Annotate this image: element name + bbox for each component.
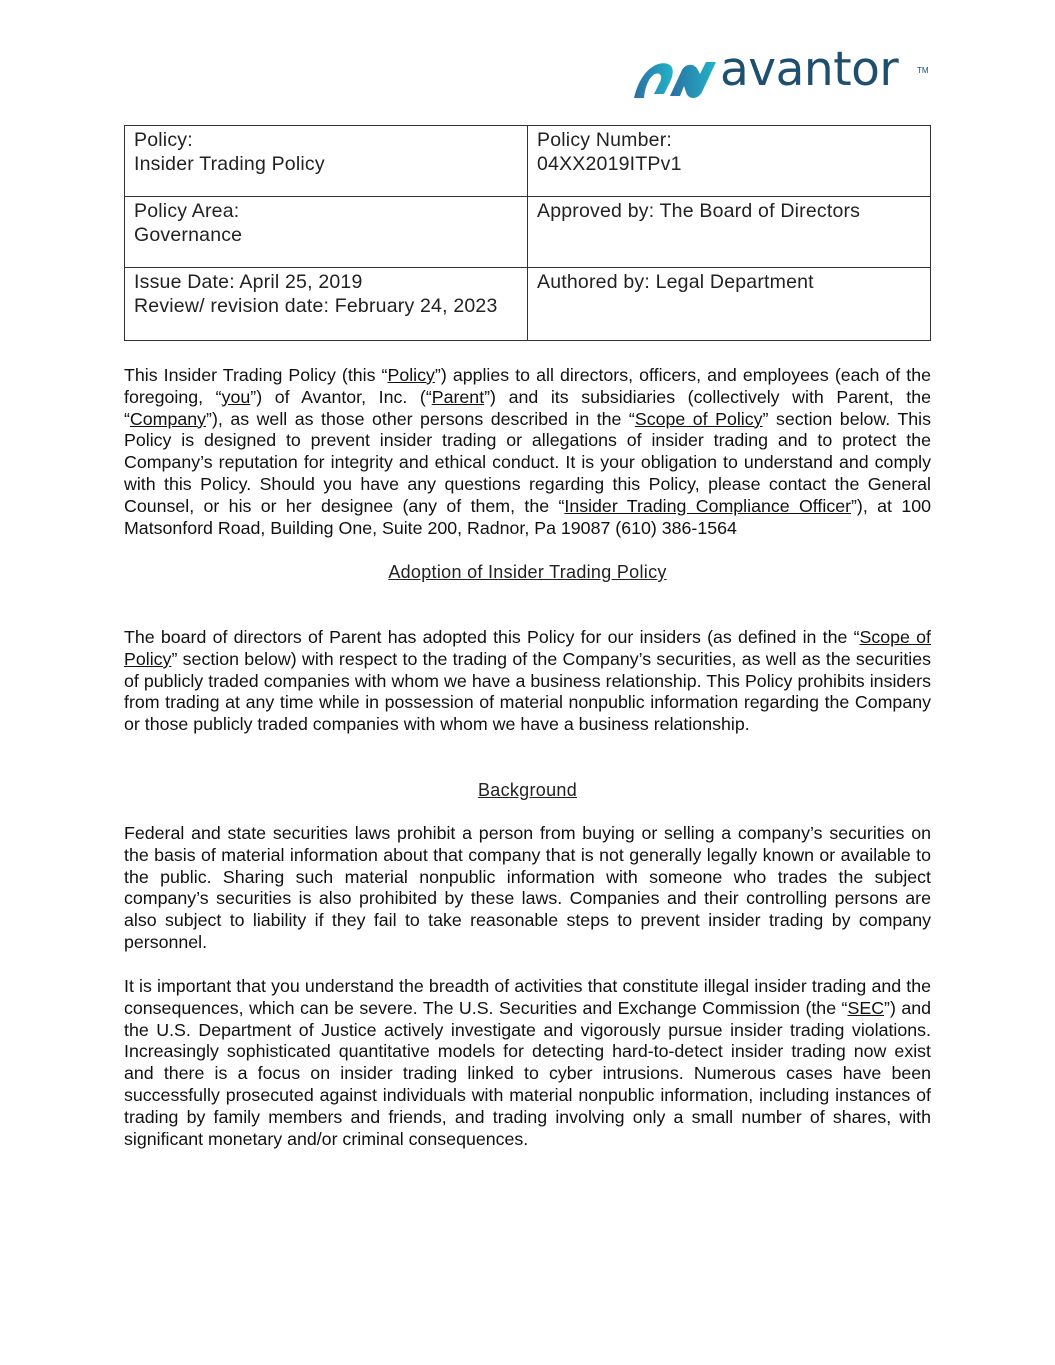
- approved-by-text: Approved by: The Board of Directors: [537, 200, 861, 222]
- background-paragraph-2: It is important that you understand the breadth of activities that constitute illegal insider trading and the consequences, which can be severe. The U.S. Securities and Exchange Commission (the “SEC”) and the U.S. Department of Justice actively investigate and vigorously pursue insider trading violations. Increasingly sophisticated quantitative models for detecting hard-to-detect insider trading now exist and there is a focus on insider trading linked to cyber intrusions. Numerous cases have been successfully prosecuted against individuals with material nonpublic information, including instances of trading by family members and friends, and trading involving only a small number of shares, with significant monetary and/or criminal consequences.: [124, 976, 932, 1149]
- policy-value: Insider Trading Policy: [134, 153, 325, 175]
- table-row: [125, 197, 931, 268]
- table-row: [125, 268, 931, 341]
- policy-number-label: Policy Number:: [537, 129, 673, 151]
- policy-number-value: 04XX2019ITPv1: [537, 153, 682, 175]
- adoption-paragraph: The board of directors of Parent has adopted this Policy for our insiders (as defined in the “Scope of Policy” section below) with respect to the trading of the Company’s securities, as well as the securities of publicly traded companies with whom we have a business relationship. This Policy prohibits insiders from trading at any time while in possession of material nonpublic information regarding the Company or those publicly traded companies with whom we have a business relationship.: [124, 627, 931, 735]
- policy-label: Policy:: [134, 129, 193, 151]
- defined-term-scope-of-policy: Scope of Policy: [124, 627, 931, 669]
- defined-term-policy: Policy: [387, 365, 435, 385]
- defined-term-parent: Parent: [431, 386, 485, 407]
- policy-info-table: [124, 125, 931, 341]
- table-row: [125, 126, 931, 197]
- dates-cell: [125, 268, 528, 341]
- defined-term-you: you: [221, 386, 251, 407]
- intro-paragraph: This Insider Trading Policy (this “Policy”) applies to all directors, officers, and employees (each of the foregoing, “you”) of Avantor, Inc. (“Parent”) and its subsidiaries (collectively with Parent, the “Company”), as well as those other persons described in the “Scope of Policy” section below. This Policy is designed to prevent insider trading or allegations of insider trading and to protect the Company’s reputation for integrity and ethical conduct. It is your obligation to understand and comply with this Policy. Should you have any questions regarding this Policy, please contact the General Counsel, or his or her designee (any of them, the “Insider Trading Compliance Officer”), at 100 Matsonford Road, Building One, Suite 200, Radnor, Pa 19087 (610) 386-1564: [124, 365, 932, 538]
- defined-term-compliance-officer: Insider Trading Compliance Officer: [564, 495, 852, 516]
- review-date: Review/ revision date: February 24, 2023: [134, 295, 498, 317]
- adoption-heading: Adoption of Insider Trading Policy: [388, 562, 667, 582]
- avantor-mark-icon: [630, 52, 720, 108]
- defined-term-scope-of-policy: Scope of Policy: [634, 408, 763, 429]
- background-paragraph-1: Federal and state securities laws prohibit a person from buying or selling a company’s securities on the basis of material information about that company that is not generally legally known or available to the public. Sharing such material nonpublic information with someone who trades the subject company’s securities is also prohibited by these laws. Companies and their controlling persons are also subject to liability if they fail to take reasonable steps to prevent insider trading by company personnel.: [124, 823, 931, 952]
- authored-by-text: Authored by: Legal Department: [537, 271, 814, 293]
- issue-date: Issue Date: April 25, 2019: [134, 271, 363, 293]
- background-heading: Background: [477, 780, 578, 800]
- avantor-logo: [630, 42, 935, 108]
- logo-wordmark: avantor: [720, 42, 899, 97]
- defined-term-company: Company: [129, 408, 207, 429]
- authored-by-cell: [528, 268, 931, 341]
- trademark-symbol: TM: [917, 66, 929, 75]
- policy-cell: [125, 126, 528, 197]
- policy-area-cell: [125, 197, 528, 268]
- policy-area-label: Policy Area:: [134, 200, 240, 222]
- policy-area-value: Governance: [134, 224, 243, 246]
- policy-number-cell: [528, 126, 931, 197]
- approved-by-cell: [528, 197, 931, 268]
- defined-term-sec: SEC: [847, 997, 885, 1018]
